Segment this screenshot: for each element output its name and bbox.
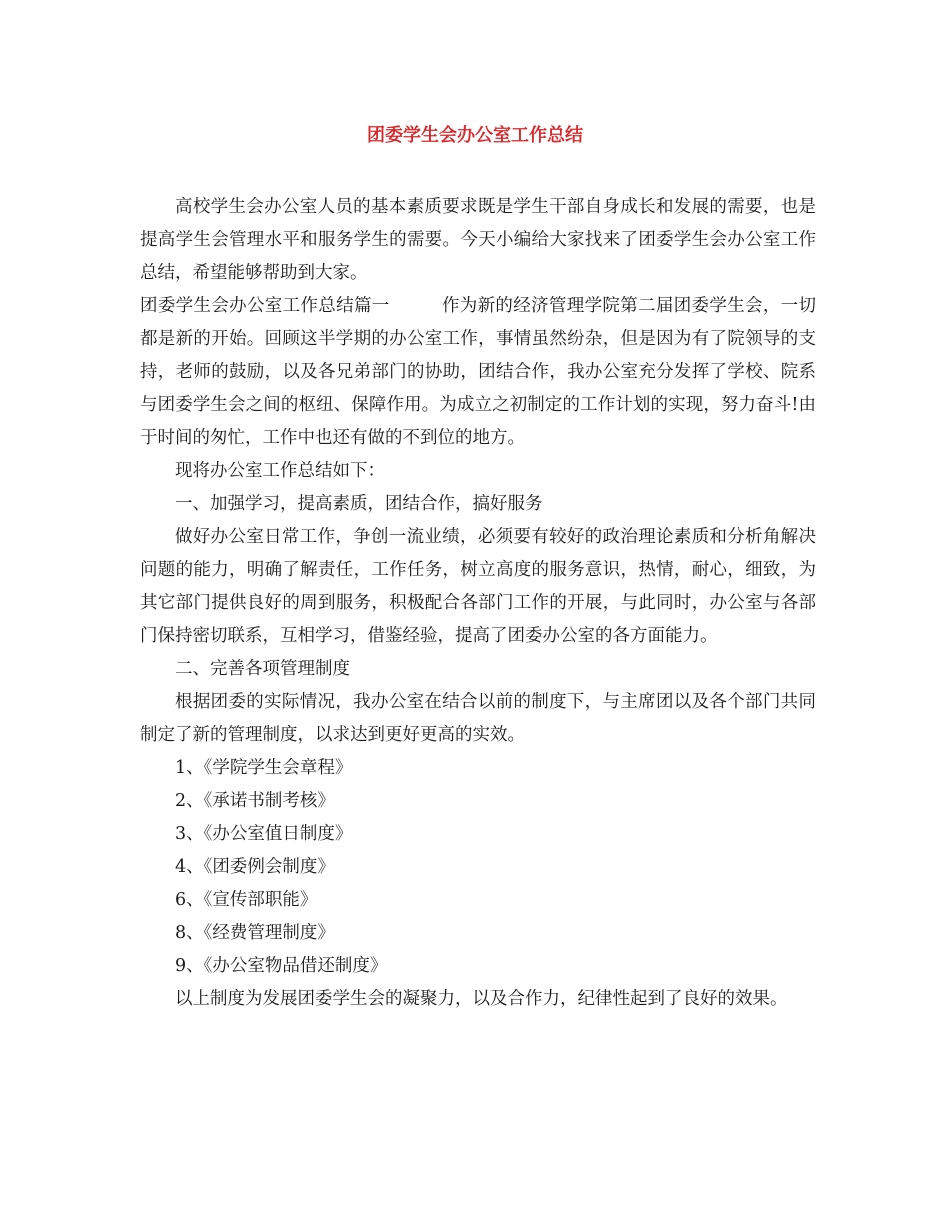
- point1-body: 做好办公室日常工作，争创一流业绩，必须要有较好的政治理论素质和分析角解决问题的能力，明确了解责任，工作任务，树立高度的服务意识，热情，耐心，细致，为其它部门提供良好的周到服务，积极配合各部门工作的开展，与此同时，办公室与各部门保持密切联系，互相学习，借鉴经验，提高了团委办公室的各方面能力。: [140, 527, 816, 646]
- rule-item: 4、《团委例会制度》: [175, 857, 335, 877]
- document-title: 团委学生会办公室工作总结: [367, 125, 583, 146]
- summary-intro: 现将办公室工作总结如下：: [175, 461, 385, 481]
- rule-item: 2、《承诺书制考核》: [175, 791, 335, 811]
- point2-body: 根据团委的实际情况，我办公室在结合以前的制度下，与主席团以及各个部门共同制定了新的管理制度，以求达到更好更高的实效。: [140, 692, 816, 745]
- rule-item: 1、《学院学生会章程》: [175, 758, 353, 778]
- rule-item: 6、《宣传部职能》: [175, 890, 318, 910]
- closing-paragraph: 以上制度为发展团委学生会的凝聚力，以及合作力，纪律性起到了良好的效果。: [175, 989, 788, 1009]
- rule-item: 9、《办公室物品借还制度》: [175, 956, 388, 976]
- section-lead: 作为新的经济管理学院第二届团委学生会，一切都是新的开始。回顾这半学期的办公室工作，事情虽然纷杂，但是因为有了院领导的支持，老师的鼓励，以及各兄弟部门的协助，团结合作，我办公室充分发挥了学校、院系与团委学生会之间的枢纽、保障作用。为成立之初制定的工作计划的实现，努力奋斗!由于时间的匆忙，工作中也还有做的不到位的地方。: [140, 296, 817, 448]
- point2-heading: 二、完善各项管理制度: [175, 659, 350, 679]
- point1-heading: 一、加强学习，提高素质，团结合作，搞好服务: [175, 494, 543, 514]
- rule-item: 8、《经费管理制度》: [175, 923, 335, 943]
- document-body: [140, 191, 816, 1016]
- intro-paragraph: 高校学生会办公室人员的基本素质要求既是学生干部自身成长和发展的需要，也是提高学生会管理水平和服务学生的需要。今天小编给大家找来了团委学生会办公室工作总结，希望能够帮助到大家。: [140, 197, 816, 283]
- rule-item: 3、《办公室值日制度》: [175, 824, 353, 844]
- section-heading: 团委学生会办公室工作总结篇一: [140, 296, 390, 316]
- section-paragraph: [140, 290, 816, 455]
